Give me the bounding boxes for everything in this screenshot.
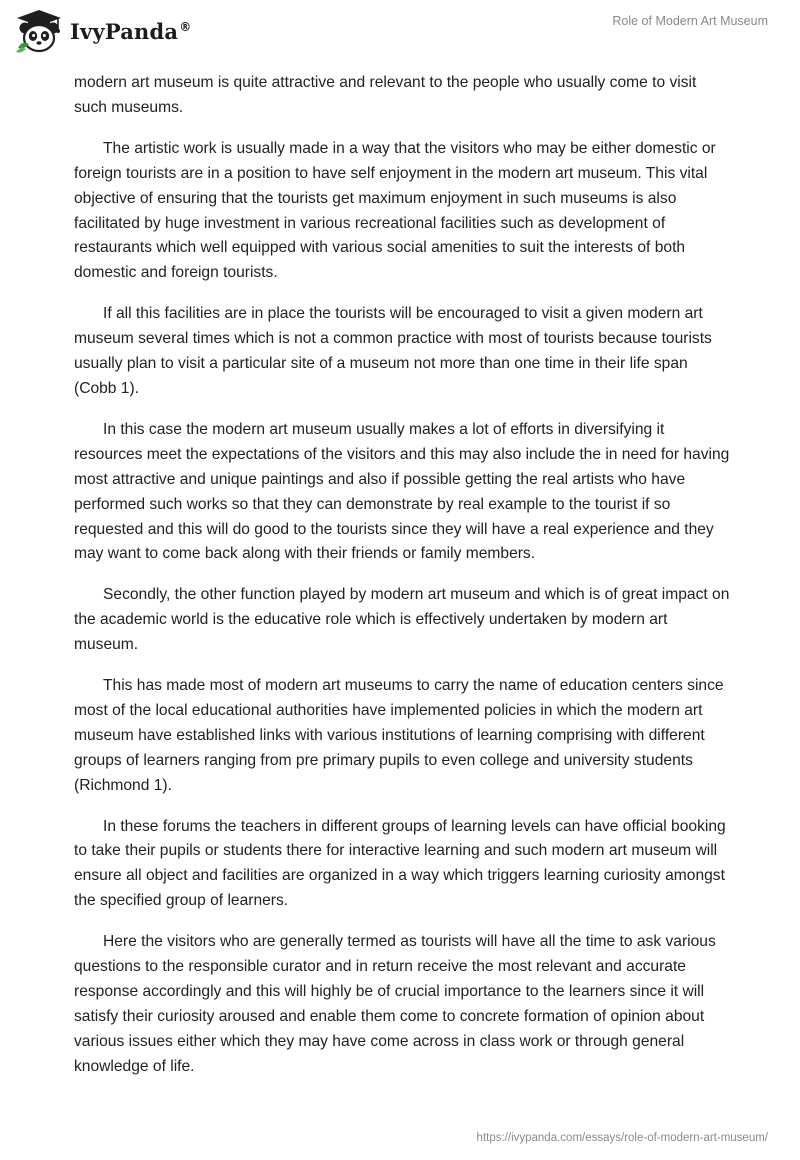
paragraph: This has made most of modern art museums to carry the name of education centers since most of the local educational authorities have implemented policies in which the modern art museum have established links with various institutions of learning comprising with different groups of learners ranging from pre primary pupils to even college and university students (Richmond 1). bbox=[74, 677, 724, 794]
paragraph: The artistic work is usually made in a way that the visitors who may be either domestic or foreign tourists are in a position to have self enjoyment in the modern art museum. This vital objective of ensuring that the tourists get maximum enjoyment in such museums is also facilitated by huge investment in various recreational facilities such as development of restaurants which well equipped with various social amenities to suit the interests of both domestic and foreign tourists. bbox=[74, 139, 716, 282]
paragraph: Secondly, the other function played by modern art museum and which is of great impact on the academic world is the educative role which is effectively undertaken by modern art museum. bbox=[74, 586, 730, 654]
paragraph: If all this facilities are in place the tourists will be encouraged to visit a given modern art museum several times which is not a common practice with most of tourists because tourists usually plan to visit a particular site of a museum not more than one time in their life span (Cobb 1). bbox=[74, 305, 712, 397]
registered-mark: ® bbox=[179, 19, 192, 34]
panda-icon bbox=[14, 8, 64, 54]
document-title: Role of Modern Art Museum bbox=[612, 14, 768, 28]
source-url[interactable]: https://ivypanda.com/essays/role-of-modern-art-museum/ bbox=[476, 1132, 768, 1144]
paragraph: In this case the modern art museum usually makes a lot of efforts in diversifying it resources meet the expectations of the visitors and this may also include the in need for having most attractive and unique paintings and also if possible getting the real artists who have performed such works so that they can demonstrate by real example to the tourist if so requested and this will do good to the tourists since they will have a real experience and they may want to come back along with their friends or family members. bbox=[74, 420, 730, 563]
page-header bbox=[0, 0, 800, 64]
paragraph: In these forums the teachers in different groups of learning levels can have official booking to take their pupils or students there for interactive learning and such modern art museum will ensure all object and facilities are organized in a way which triggers learning curiosity amongst the specified group of learners. bbox=[74, 817, 726, 910]
ivypanda-logo[interactable] bbox=[14, 8, 191, 54]
brand-name: IvyPanda® bbox=[70, 18, 192, 44]
paragraph: modern art museum is quite attractive and relevant to the people who usually come to visit such museums. bbox=[74, 74, 697, 116]
paragraph: Here the visitors who are generally termed as tourists will have all the time to ask various questions to the responsible curator and in return receive the most relevant and accurate response accordingly and this will highly be of crucial importance to the learners since it will satisfy their curiosity aroused and enable them come to concrete formation of opinion about various issues either which they may have come across in class work or through general knowledge of life. bbox=[74, 933, 716, 1075]
essay-body bbox=[74, 71, 730, 1096]
